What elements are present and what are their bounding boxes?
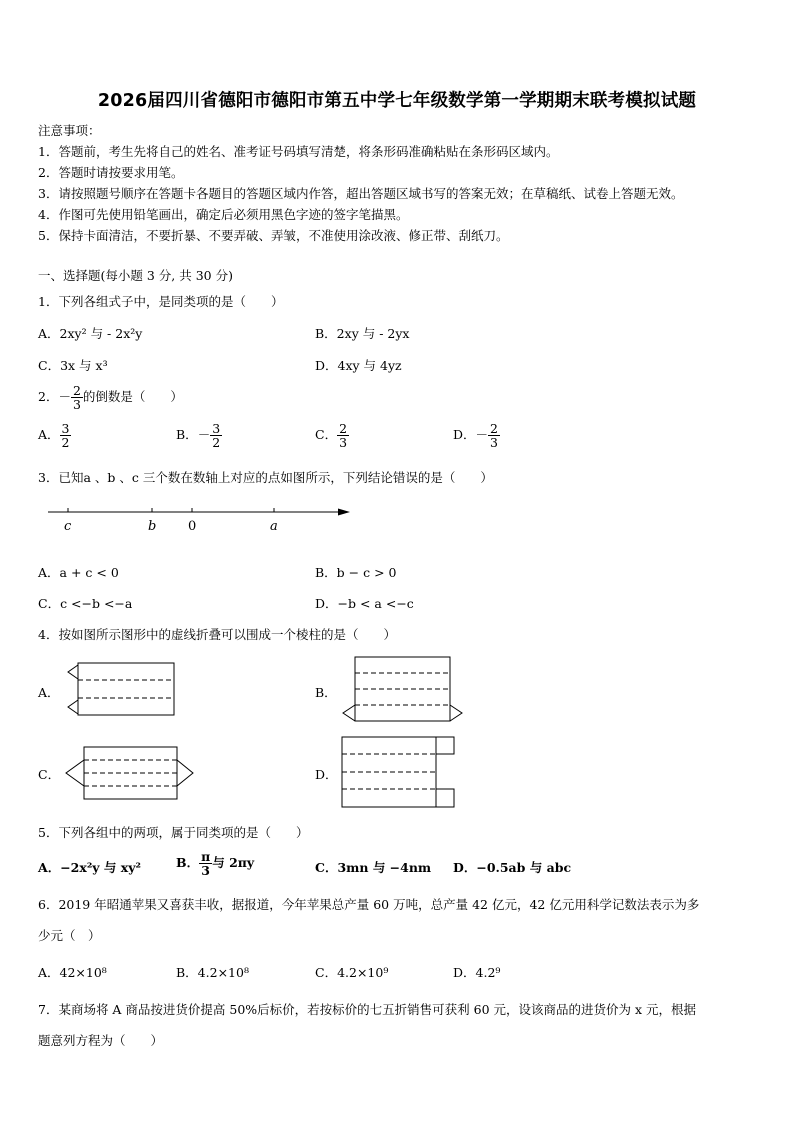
question-7-stem-line2: 题意列方程为（ ）	[38, 1033, 164, 1048]
question-3-option-d: D．−b < a <−c	[315, 596, 414, 611]
question-2-stem	[38, 384, 183, 411]
denominator: 3	[339, 435, 348, 451]
question-4-option-b: B．	[315, 685, 337, 700]
question-3-option-a: A．a + c < 0	[38, 565, 119, 580]
square-face	[436, 737, 454, 754]
q2-minus: －	[58, 389, 71, 405]
triangle-face	[68, 700, 78, 714]
question-6-stem-line2: 少元（ ）	[38, 928, 101, 943]
question-4-option-c: C．	[38, 767, 61, 782]
option-fraction	[199, 850, 212, 877]
question-1-option-c: C．3x 与 x³	[38, 358, 108, 373]
notice-item: 4．作图可先使用铅笔画出，确定后必须用黑色字迹的签字笔描黑。	[38, 207, 409, 222]
axis-label-c: c	[64, 519, 72, 534]
notice-item: 2．答题时请按要求用笔。	[38, 165, 184, 180]
net-rect	[78, 663, 174, 715]
q2-denominator: 3	[72, 397, 81, 413]
axis-label-b: b	[148, 519, 157, 534]
page-title: 2026届四川省德阳市德阳市第五中学七年级数学第一学期期末联考模拟试题	[97, 91, 697, 111]
question-3-option-c: C．c <−b <−a	[38, 596, 133, 611]
net-figure-c	[62, 742, 197, 804]
question-1-stem: 1．下列各组式子中，是同类项的是（ ）	[38, 294, 284, 309]
numerator: 3	[212, 421, 221, 436]
q2-prefix: 2．	[38, 389, 59, 405]
triangle-face	[66, 760, 84, 786]
net-figure-b	[338, 652, 468, 726]
question-7-stem-line1: 7．某商场将 A 商品按进货价提高 50%后标价，若按标价的七五折销售可获利 60 元，设该商品的进货价为 x 元，根据	[38, 1002, 697, 1017]
denominator: 3	[201, 863, 210, 879]
option-rest: 与 2πy	[212, 855, 255, 871]
option-label: B．	[176, 855, 200, 871]
notice-item: 5．保持卡面清洁，不要折暴、不要弄破、弄皱，不准使用涂改液、修正带、刮纸刀。	[38, 228, 509, 243]
question-5-option-a: A．−2x²y 与 xy²	[38, 860, 141, 875]
numerator: 2	[339, 421, 348, 436]
question-5-option-d: D．−0.5ab 与 abc	[453, 860, 572, 875]
notice-item: 3．请按照题号顺序在答题卡各题目的答题区域内作答，超出答题区域书写的答案无效；在草稿纸、试卷上答题无效。	[38, 186, 684, 201]
q2-fraction	[71, 384, 83, 411]
question-3-stem: 3．已知a 、b 、c 三个数在数轴上对应的点如图所示，下列结论错误的是（ ）	[38, 470, 493, 485]
net-rect	[84, 747, 177, 799]
question-5-option-b	[176, 850, 254, 877]
option-sign: －	[197, 427, 211, 443]
triangle-face	[343, 705, 355, 721]
question-6-option-c: C．4.2×10⁹	[315, 965, 389, 980]
notice-item: 1．答题前，考生先将自己的姓名、准考证号码填写清楚，将条形码准确粘贴在条形码区域内。	[38, 144, 559, 159]
triangle-face	[177, 760, 193, 786]
question-1-option-b: B．2xy 与 - 2yx	[315, 326, 410, 341]
question-1-option-d: D．4xy 与 4yz	[315, 358, 402, 373]
square-face	[436, 789, 454, 807]
question-4-stem: 4．按如图所示图形中的虚线折叠可以围成一个棱柱的是（ ）	[38, 627, 396, 642]
option-label: D．	[453, 427, 476, 443]
option-fraction	[210, 422, 222, 449]
question-6-option-d: D．4.2⁹	[453, 965, 501, 980]
numerator: π	[201, 849, 211, 864]
denominator: 2	[61, 435, 70, 451]
question-1-option-a: A．2xy² 与 - 2x²y	[38, 326, 143, 341]
option-fraction	[60, 422, 72, 449]
denominator: 2	[212, 435, 221, 451]
net-rect	[342, 737, 436, 807]
axis-label-zero: 0	[188, 519, 197, 534]
question-6-stem-line1: 6．2019 年昭通苹果又喜获丰收，据报道，今年苹果总产量 60 万吨，总产量 42 亿元，42 亿元用科学记数法表示为多	[38, 897, 700, 912]
question-3-option-b: B．b − c > 0	[315, 565, 397, 580]
option-label: C．	[315, 427, 338, 443]
q2-numerator: 2	[72, 383, 81, 398]
question-6-option-a: A．42×10⁸	[38, 965, 107, 980]
q2-suffix: 的倒数是（ ）	[82, 389, 183, 405]
option-fraction	[488, 422, 500, 449]
option-label: A．	[38, 427, 60, 443]
option-fraction	[337, 422, 349, 449]
section-heading: 一、选择题(每小题 3 分, 共 30 分)	[38, 268, 233, 283]
question-5-option-c: C．3mn 与 −4nm	[315, 860, 432, 875]
denominator: 3	[490, 435, 498, 451]
option-label: B．	[176, 427, 198, 443]
numerator: 3	[61, 421, 70, 436]
axis-arrow-icon	[338, 509, 350, 516]
net-figure-a	[62, 660, 182, 720]
triangle-face	[450, 705, 462, 721]
axis-label-a: a	[270, 519, 278, 534]
question-6-option-b: B．4.2×10⁸	[176, 965, 249, 980]
number-line-figure	[40, 500, 360, 540]
question-2-option-c	[315, 422, 349, 449]
question-2-option-a	[38, 422, 71, 449]
question-5-stem: 5．下列各组中的两项，属于同类项的是（ ）	[38, 825, 309, 840]
question-2-option-d	[453, 422, 500, 449]
notice-heading: 注意事项：	[38, 123, 101, 138]
net-figure-d	[338, 732, 463, 812]
question-4-option-a: A．	[38, 685, 60, 700]
triangle-face	[68, 665, 78, 679]
question-2-option-b	[176, 422, 222, 449]
option-sign: －	[475, 427, 489, 443]
question-4-option-d: D．	[315, 767, 338, 782]
numerator: 2	[490, 421, 498, 436]
